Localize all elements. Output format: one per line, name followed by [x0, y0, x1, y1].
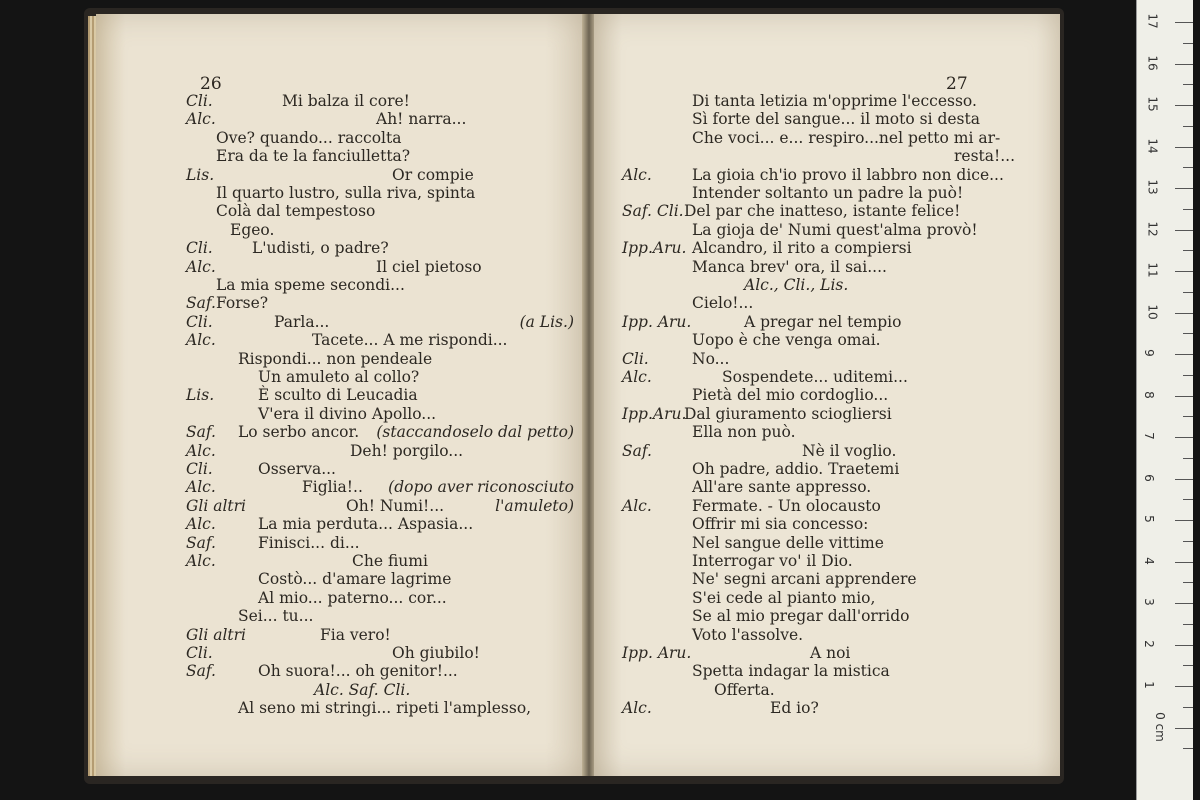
verse-line: Fermate. - Un olocausto [692, 496, 881, 515]
ruler-number: 7 [1141, 432, 1156, 440]
ruler-number: 11 [1145, 262, 1160, 278]
speaker-label: Cli. [186, 644, 213, 662]
ruler-number: 2 [1141, 639, 1156, 648]
ruler-half-tick [1183, 84, 1193, 85]
ruler-number: 16 [1145, 54, 1160, 71]
verse-line: Lo serbo ancor. [238, 423, 360, 442]
ruler-half-tick [1183, 499, 1193, 500]
ruler-tick [1175, 645, 1193, 646]
ruler-tick [1175, 313, 1193, 314]
verse-line: Offrir mi sia concesso: [692, 515, 869, 534]
verse-line: Colà dal tempestoso [216, 202, 376, 221]
verse-line: La mia speme secondi... [216, 276, 405, 294]
ruler-tick [1175, 64, 1193, 65]
measuring-ruler [1136, 0, 1193, 800]
verse-line: Or compie [392, 165, 474, 184]
ruler-number: 4 [1141, 556, 1156, 565]
speaker-label: Lis. [186, 386, 215, 405]
verse-line: V'era il divino Apollo... [258, 404, 437, 423]
ruler-tick [1175, 105, 1193, 106]
ruler-tick [1175, 603, 1193, 604]
ruler-half-tick [1183, 292, 1193, 293]
speaker-label: Cli. [622, 349, 649, 368]
ruler-tick [1175, 562, 1193, 563]
ruler-half-tick [1183, 126, 1193, 127]
ruler-number: 17 [1145, 13, 1160, 29]
speaker-label: Alc. [186, 441, 216, 460]
ruler-tick [1175, 22, 1193, 23]
speaker-label: Cli. [186, 460, 213, 478]
ruler-tick [1175, 230, 1193, 231]
speaker-label: Gli altri [186, 625, 247, 644]
verse-line: Alcandro, il rito a compiersi [692, 239, 912, 258]
verse-line: Del par che inatteso, istante felice! [684, 202, 961, 221]
verse-line: Che voci... e... respiro...nel petto mi ar- [692, 128, 1001, 147]
ruler-half-tick [1183, 748, 1193, 749]
speaker-label: Alc. [186, 478, 216, 497]
verse-line: Oh! Numi!... [346, 496, 445, 515]
verse-line: Alc., Cli., Lis. [744, 276, 849, 294]
verse-line: Oh giubilo! [392, 644, 480, 662]
speaker-label: Gli altri [186, 496, 247, 515]
stage-direction: (dopo aver riconosciuto [388, 478, 574, 497]
ruler-number: 12 [1145, 220, 1160, 237]
verse-line: Dal giuramento sciogliersi [684, 404, 892, 423]
verse-line: Egeo. [230, 220, 275, 239]
speaker-label: Saf. [186, 533, 216, 552]
ruler-number: 10 [1145, 303, 1160, 320]
verse-line: Parla... [274, 312, 330, 331]
verse-line: Spetta indagar la mistica [692, 662, 890, 681]
verse-line: Offerta. [714, 680, 775, 699]
ruler-half-tick [1183, 167, 1193, 168]
verse-line: Deh! porgilo... [350, 441, 464, 460]
ruler-tick [1175, 437, 1193, 438]
speaker-label: Ipp.Aru. [622, 404, 687, 423]
verse-line: Pietà del mio cordoglio... [692, 386, 889, 405]
verse-line: A noi [810, 644, 851, 662]
verse-line: Manca brev' ora, il sai.... [692, 257, 887, 276]
verse-line: Figlia!.. [302, 478, 363, 497]
speaker-label: Saf. Cli. [622, 202, 684, 221]
verse-line: Tacete... A me rispondi... [312, 331, 508, 350]
speaker-label: Ipp. Aru. [622, 644, 692, 662]
ruler-half-tick [1183, 582, 1193, 583]
stage-direction: (a Lis.) [519, 312, 574, 331]
page-number-right: 27 [946, 74, 968, 94]
verse-line: Oh padre, addio. Traetemi [692, 460, 900, 478]
ruler-number: 14 [1145, 137, 1160, 154]
verse-line: Ella non può. [692, 423, 796, 442]
verse-line: Ne' segni arcani apprendere [692, 570, 917, 589]
speaker-label: Alc. [186, 257, 216, 276]
speaker-label: Ipp.Aru. [622, 239, 687, 258]
ruler-half-tick [1183, 665, 1193, 666]
verse-line: Sospendete... uditemi... [722, 368, 908, 386]
verse-line: Interrogar vo' il Dio. [692, 552, 853, 570]
verse-line: Era da te la fanciulletta? [216, 147, 411, 166]
speaker-label: Lis. [186, 165, 215, 184]
speaker-label: Ipp. Aru. [622, 312, 692, 331]
ruler-half-tick [1183, 416, 1193, 417]
verse-line: Costò... d'amare lagrime [258, 570, 452, 589]
verse-line: Sì forte del sangue... il moto si desta [692, 110, 980, 129]
verse-line: Di tanta letizia m'opprime l'eccesso. [692, 92, 977, 110]
speaker-label: Alc. [622, 699, 652, 718]
ruler-number: 3 [1141, 598, 1156, 606]
verse-line: Fia vero! [320, 625, 391, 644]
verse-line: Forse? [216, 294, 269, 313]
verse-line: Ed io? [770, 699, 819, 718]
verse-line: All'are sante appresso. [692, 478, 872, 497]
ruler-tick [1175, 147, 1193, 148]
left-page [96, 14, 584, 776]
verse-line: Finisci... di... [258, 533, 360, 552]
verse-line: Sei... tu... [238, 607, 314, 626]
verse-line: È sculto di Leucadia [258, 386, 418, 405]
ruler-half-tick [1183, 541, 1193, 542]
speaker-label: Alc. [622, 496, 652, 515]
verse-line: Al seno mi stringi... ripeti l'amplesso, [238, 699, 532, 718]
speaker-label: Saf. [622, 441, 652, 460]
verse-line: Cielo!... [692, 294, 754, 313]
ruler-number: 13 [1145, 179, 1160, 195]
ruler-half-tick [1183, 375, 1193, 376]
right-page [594, 14, 1060, 776]
verse-line: L'udisti, o padre? [252, 239, 389, 258]
speaker-label: Cli. [186, 92, 213, 110]
speaker-label: Alc. [186, 331, 216, 350]
verse-line: S'ei cede al pianto mio, [692, 588, 876, 607]
speaker-label: Alc. [186, 110, 216, 129]
ruler-tick [1175, 188, 1193, 189]
ruler-tick [1175, 354, 1193, 355]
verse-line: resta!... [954, 147, 1016, 166]
verse-line: No... [692, 349, 730, 368]
verse-line: Se al mio pregar dall'orrido [692, 607, 910, 626]
verse-line: Il ciel pietoso [376, 257, 482, 276]
speaker-label: Saf. [186, 662, 216, 681]
ruler-tick [1175, 396, 1193, 397]
ruler-tick [1175, 271, 1193, 272]
speaker-label: Alc. [622, 165, 652, 184]
speaker-label: Saf. [186, 423, 216, 442]
ruler-number: 8 [1141, 390, 1156, 399]
speaker-label: Alc. [622, 368, 652, 386]
ruler-number: 0 cm [1152, 711, 1167, 742]
speaker-label: Cli. [186, 312, 213, 331]
verse-line: Oh suora!... oh genitor!... [258, 662, 458, 681]
verse-line: Voto l'assolve. [692, 625, 804, 644]
ruler-half-tick [1183, 458, 1193, 459]
ruler-tick [1175, 479, 1193, 480]
stage-direction: (staccandoselo dal petto) [376, 423, 574, 442]
verse-line: Ah! narra... [376, 110, 467, 129]
page-number-left: 26 [200, 74, 222, 94]
verse-line: Uopo è che venga omai. [692, 331, 881, 350]
speaker-label: Saf. [186, 294, 216, 313]
verse-line: A pregar nel tempio [744, 312, 902, 331]
speaker-label: Cli. [186, 239, 213, 258]
verse-line: Nè il voglio. [802, 441, 897, 460]
ruler-tick [1175, 686, 1193, 687]
ruler-number: 5 [1141, 515, 1156, 523]
verse-line: Che fiumi [352, 552, 428, 570]
stage-direction: l'amuleto) [495, 496, 574, 515]
ruler-tick [1175, 728, 1193, 729]
verse-line: La gioia ch'io provo il labbro non dice... [692, 165, 1004, 184]
verse-line: Osserva... [258, 460, 336, 478]
speaker-label: Alc. [186, 552, 216, 570]
verse-line: Nel sangue delle vittime [692, 533, 884, 552]
ruler-half-tick [1183, 333, 1193, 334]
verse-line: Un amuleto al collo? [258, 368, 420, 386]
ruler-number: 6 [1141, 473, 1156, 482]
verse-line: Ove? quando... raccolta [216, 128, 402, 147]
verse-line: Alc. Saf. Cli. [314, 680, 411, 699]
verse-line: Intender soltanto un padre la può! [692, 184, 964, 202]
verse-line: Mi balza il core! [282, 92, 410, 110]
ruler-number: 1 [1141, 681, 1156, 689]
ruler-half-tick [1183, 624, 1193, 625]
speaker-label: Alc. [186, 515, 216, 534]
ruler-half-tick [1183, 707, 1193, 708]
verse-line: Al mio... paterno... cor... [258, 588, 447, 607]
ruler-number: 9 [1141, 349, 1156, 357]
verse-line: Il quarto lustro, sulla riva, spinta [216, 184, 476, 202]
verse-line: La mia perduta... Aspasia... [258, 515, 474, 534]
ruler-half-tick [1183, 250, 1193, 251]
ruler-number: 15 [1145, 96, 1160, 112]
ruler-half-tick [1183, 209, 1193, 210]
ruler-half-tick [1183, 43, 1193, 44]
verse-line: Rispondi... non pendeale [238, 349, 433, 368]
ruler-tick [1175, 520, 1193, 521]
verse-line: La gioja de' Numi quest'alma provò! [692, 220, 978, 239]
